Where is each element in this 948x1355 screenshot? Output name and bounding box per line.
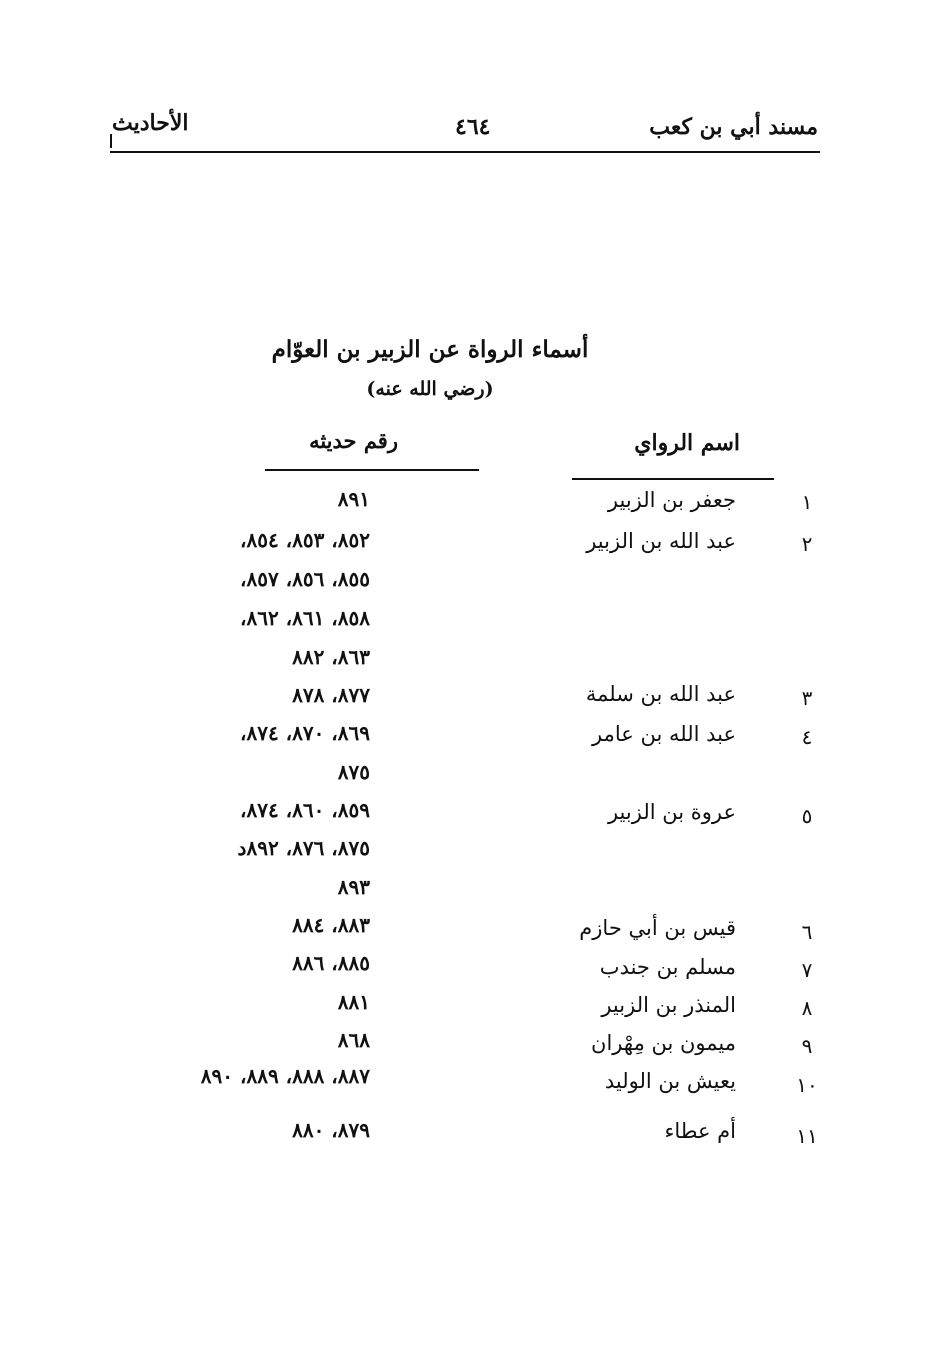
narrator-name: عبد الله بن سلمة bbox=[585, 682, 736, 706]
narrator-name: أم عطاء bbox=[664, 1119, 736, 1143]
narrator-name: جعفر بن الزبير bbox=[607, 488, 736, 512]
narrator-index: ٨ bbox=[801, 996, 813, 1020]
hadith-numbers-line: ٨٥٨، ٨٦١، ٨٦٢، bbox=[239, 606, 370, 630]
narrator-index: ١١ bbox=[796, 1124, 818, 1148]
narrator-index: ١ bbox=[801, 490, 813, 514]
page-subtitle: (رضي الله عنه) bbox=[366, 378, 494, 400]
hadith-numbers-line: ٨٥٥، ٨٥٦، ٨٥٧، bbox=[239, 567, 370, 591]
hadith-numbers-line: ٨٩١ bbox=[337, 487, 370, 511]
hadith-numbers-line: ٨٧٥، ٨٧٦، ٨٩٢د bbox=[237, 836, 370, 860]
narrator-name: عبد الله بن الزبير bbox=[586, 529, 736, 553]
narrator-index: ٢ bbox=[801, 532, 813, 556]
column-heading-narrator: اسم الرواي bbox=[634, 430, 740, 456]
narrator-index: ٦ bbox=[801, 920, 813, 944]
narrator-name: ميمون بن مِهْران bbox=[591, 1031, 736, 1055]
header-rule bbox=[110, 151, 820, 153]
page-title: أسماء الرواة عن الزبير بن العوّام bbox=[271, 336, 589, 363]
narrator-name: يعيش بن الوليد bbox=[604, 1069, 736, 1093]
column-rule-narrator bbox=[572, 478, 774, 480]
narrator-name: مسلم بن جندب bbox=[599, 955, 736, 979]
hadith-numbers-line: ٨٥٢، ٨٥٣، ٨٥٤، bbox=[239, 528, 370, 552]
hadith-numbers-line: ٨٧٧، ٨٧٨ bbox=[292, 683, 370, 707]
page-number: ٤٦٤ bbox=[455, 114, 491, 140]
hadith-numbers-line: ٨٨٣، ٨٨٤ bbox=[292, 913, 370, 937]
narrator-index: ٥ bbox=[801, 804, 813, 828]
hadith-numbers-line: ٨٥٩، ٨٦٠، ٨٧٤، bbox=[239, 798, 370, 822]
narrator-index: ١٠ bbox=[796, 1073, 818, 1097]
narrator-index: ٩ bbox=[801, 1034, 813, 1058]
narrator-index: ٧ bbox=[801, 958, 813, 982]
book-title: مسند أبي بن كعب bbox=[649, 114, 818, 140]
hadith-numbers-line: ٨٦٩، ٨٧٠، ٨٧٤، bbox=[239, 721, 370, 745]
hadith-numbers-line: ٨٨١ bbox=[337, 990, 370, 1014]
narrator-name: المنذر بن الزبير bbox=[601, 993, 736, 1017]
hadith-numbers-line: ٨٦٨ bbox=[337, 1028, 370, 1052]
hadith-numbers-line: ٨٨٧، ٨٨٨، ٨٨٩، ٨٩٠ bbox=[200, 1064, 370, 1088]
section-title: الأحاديث bbox=[112, 110, 189, 136]
hadith-numbers-line: ٨٨٥، ٨٨٦ bbox=[292, 951, 370, 975]
narrator-name: عروة بن الزبير bbox=[607, 800, 736, 824]
hadith-numbers-line: ٨٧٩، ٨٨٠ bbox=[292, 1118, 370, 1142]
hadith-numbers-line: ٨٧٥ bbox=[337, 760, 370, 784]
narrator-name: قيس بن أبي حازم bbox=[579, 916, 736, 940]
narrator-name: عبد الله بن عامر bbox=[592, 722, 736, 746]
narrator-index: ٤ bbox=[801, 725, 813, 749]
column-rule-hadith-numbers bbox=[265, 469, 479, 471]
narrator-index: ٣ bbox=[801, 686, 813, 710]
column-heading-hadith-numbers: رقم حديثه bbox=[309, 428, 398, 453]
hadith-numbers-line: ٨٩٣ bbox=[337, 875, 370, 899]
header-tick bbox=[110, 134, 112, 148]
hadith-numbers-line: ٨٦٣، ٨٨٢ bbox=[292, 645, 370, 669]
